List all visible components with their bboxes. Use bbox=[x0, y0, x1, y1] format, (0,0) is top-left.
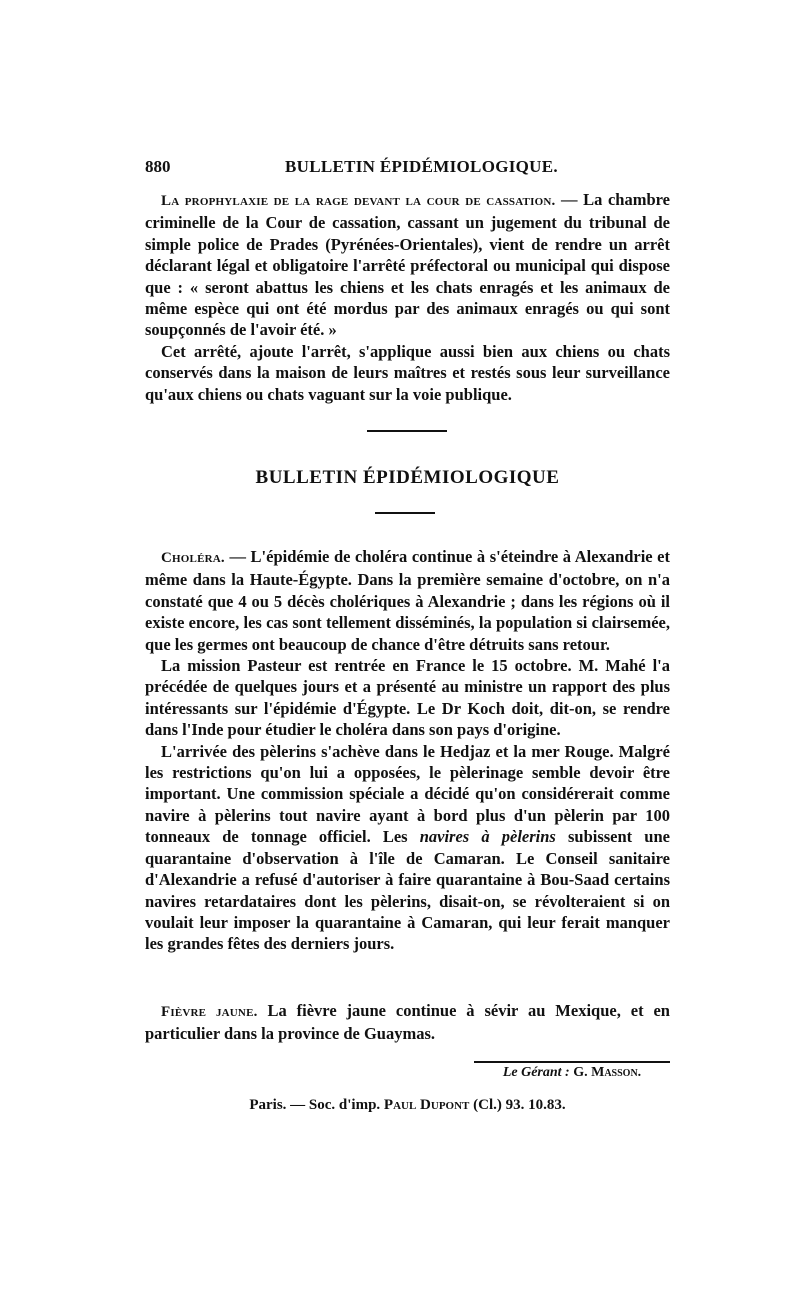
imprint-publisher: Paul Dupont bbox=[383, 1097, 470, 1113]
cholera-section bbox=[145, 546, 670, 955]
imprint-suffix: (Cl.) 93. 10.83. bbox=[469, 1097, 566, 1113]
running-title: BULLETIN ÉPIDÉMIOLOGIQUE. bbox=[285, 157, 558, 176]
yellow-fever-section bbox=[145, 1000, 670, 1045]
rabies-text-1: La chambre criminelle de la Cour de cassation, cassant un jugement du tribunal de simple police de Prades (Pyrénées-Orientales), vient de rendre un arrêt déclarant légal et obligatoire l'arrêté préfectoral ou municipal qui dispose que : « seront abattus les chiens et les chats enragés et les animaux de même espèce qui ont été mordus par des animaux enragés ou qui sont soupçonnés de l'avoir été. » bbox=[145, 190, 670, 340]
cholera-text-1: L'épidémie de choléra continue à s'éteindre à Alexandrie et même dans la Haute-Égypte. Dans la première semaine d'octobre, on n'a constaté que 4 ou 5 décès cholériques à Alexandrie ; dans les régions où il existe encore, les cas sont tellement disséminés, la population si clairsemée, que les germes ont beaucoup de chance d'être détruits sans retour. bbox=[145, 547, 671, 654]
yellow-fever-paragraph bbox=[145, 1000, 670, 1045]
signature-name: G. Masson. bbox=[569, 1065, 642, 1080]
page-number: 880 bbox=[145, 157, 171, 176]
cholera-text-3a: L'arrivée des pèlerins s'achève dans le Hedjaz et la mer Rouge. Malgré les restrictions qu'on lui a opposées, le pèlerinage semble devoir être important. Une commission spéciale a décidé qu'on considérerait comme navire à pèlerins tout navire ayant à bord plus d'un pèlerin par 100 tonneaux de tonnage officiel. Les bbox=[145, 741, 670, 847]
signature-role: Le Gérant : bbox=[502, 1065, 570, 1080]
cholera-paragraph-3 bbox=[145, 741, 670, 955]
cholera-paragraph-1 bbox=[145, 546, 670, 655]
rabies-heading: La prophylaxie de la rage devant la cour de cassation. bbox=[161, 193, 556, 209]
divider-rule-small bbox=[375, 512, 435, 514]
imprint-line bbox=[145, 1097, 670, 1114]
imprint-prefix: Paris. — Soc. d'imp. bbox=[249, 1097, 384, 1113]
cholera-paragraph-2: La mission Pasteur est rentrée en France le 15 octobre. M. Mahé l'a précédée de quelques jours et a présenté au ministre un rapport des plus intéressants sur l'épidémie d'Égypte. Le Dr Koch doit, dit-on, se rendre dans l'Inde pour étudier le choléra dans son pays d'origine. bbox=[145, 656, 670, 740]
cholera-text-3b: subissent une quarantaine d'observation à l'île de Camaran. Le Conseil sanitaire d'Alexandrie a refusé d'autoriser à faire quarantaine à Bou-Saad certains navires retardataires dont les pèlerins, disait-on, se révolteraient si on voulait leur imposer la quarantaine à Camaran, qui leur ferait manquer les grandes fêtes des derniers jours. bbox=[145, 827, 670, 954]
cholera-text-3-italic: navires à pèlerins bbox=[419, 827, 556, 847]
rabies-section bbox=[145, 189, 670, 405]
rabies-paragraph-1 bbox=[145, 189, 670, 341]
page-header bbox=[145, 157, 670, 181]
cholera-heading: Choléra. bbox=[161, 550, 225, 566]
yellow-fever-text: La fièvre jaune continue à sévir au Mexique, et en particulier dans la province de Guaymas. bbox=[145, 1001, 670, 1044]
signature-rule bbox=[474, 1061, 670, 1063]
rabies-paragraph-2: Cet arrêté, ajoute l'arrêt, s'applique aussi bien aux chiens ou chats conservés dans la maison de leurs maîtres et restés sous leur surveillance qu'aux chiens ou chats vaguant sur la voie publique. bbox=[145, 341, 670, 404]
yellow-fever-heading: Fièvre jaune. bbox=[161, 1004, 258, 1020]
section-title: BULLETIN ÉPIDÉMIOLOGIQUE bbox=[255, 467, 560, 488]
rabies-dash: — bbox=[555, 190, 584, 209]
cholera-dash: — bbox=[224, 547, 251, 566]
signature bbox=[474, 1065, 670, 1081]
divider-rule-top bbox=[367, 430, 447, 432]
